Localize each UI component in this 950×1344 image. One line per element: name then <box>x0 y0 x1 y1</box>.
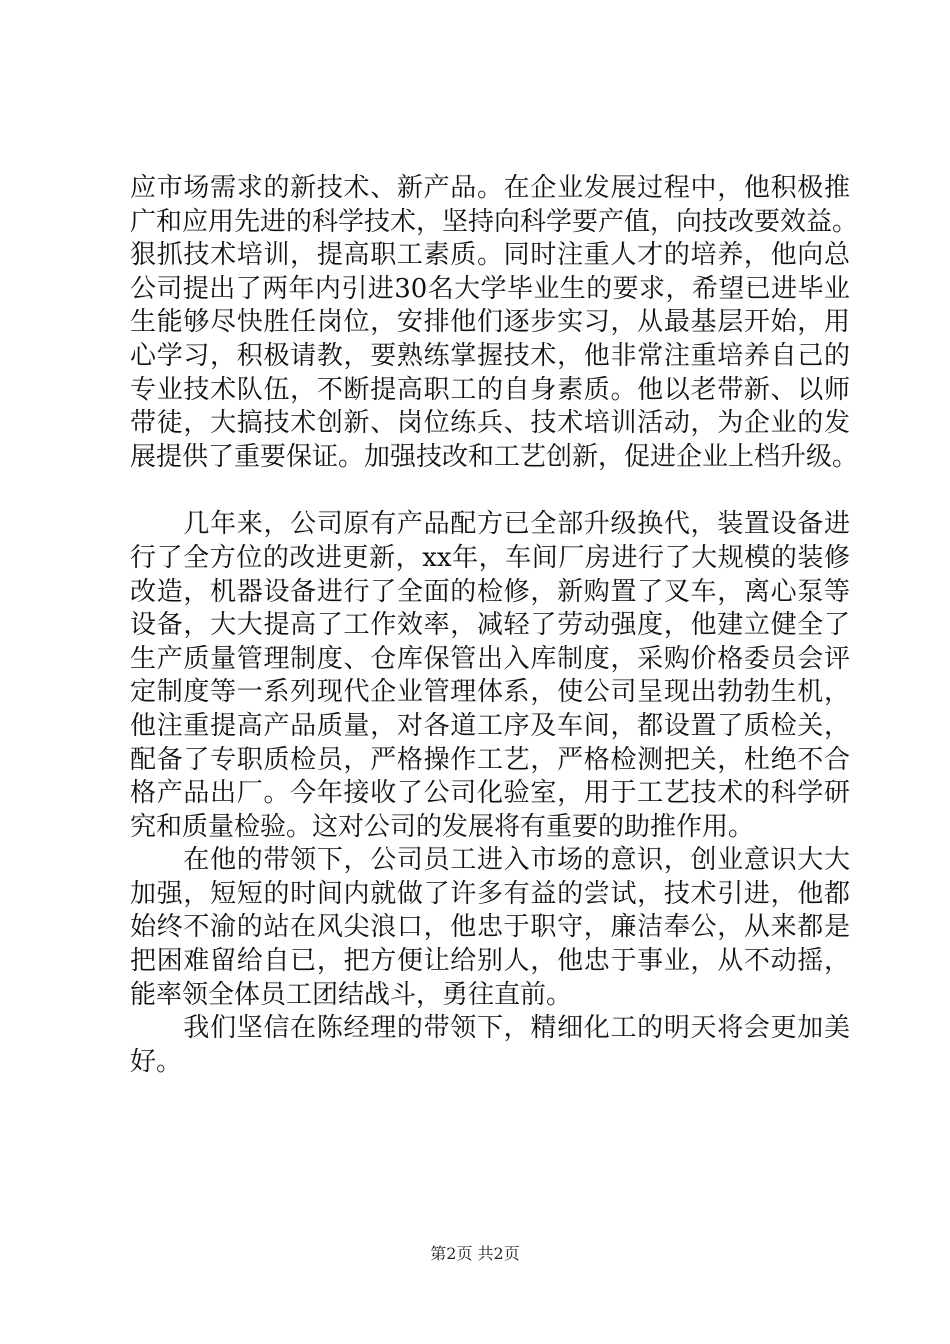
text-line: 究和质量检验。这对公司的发展将有重要的助推作用。 <box>130 811 755 842</box>
text-line: 公司提出了两年内引进30名大学毕业生的要求，希望已进毕业 <box>130 273 850 304</box>
text-line: 他注重提高产品质量，对各道工序及车间，都设置了质检关， <box>130 710 850 741</box>
text-line: 我们坚信在陈经理的带领下，精细化工的明天将会更加美 <box>130 1013 850 1044</box>
text-line: 广和应用先进的科学技术，坚持向科学要产值，向技改要效益。 <box>130 206 859 237</box>
text-line: 心学习，积极请教，要熟练掌握技术，他非常注重培养自己的 <box>130 340 850 371</box>
text-line: 生产质量管理制度、仓库保管出入库制度，采购价格委员会评 <box>130 643 850 674</box>
paragraph-3 <box>130 844 850 1012</box>
paragraph-4 <box>130 1012 850 1079</box>
text-line: 几年来，公司原有产品配方已全部升级换代，装置设备进 <box>130 509 850 540</box>
text-line: 定制度等一系列现代企业管理体系，使公司呈现出勃勃生机， <box>130 677 850 708</box>
document-body <box>130 172 859 1079</box>
text-line: 应市场需求的新技术、新产品。在企业发展过程中，他积极推 <box>130 173 850 203</box>
text-line: 展提供了重要保证。加强技改和工艺创新，促进企业上档升级。 <box>130 441 859 472</box>
text-line: 行了全方位的改进更新，xx年，车间厂房进行了大规模的装修 <box>130 542 850 573</box>
text-line: 生能够尽快胜任岗位，安排他们逐步实习，从最基层开始，用 <box>130 307 850 338</box>
text-line: 配备了专职质检员，严格操作工艺，严格检测把关，杜绝不合 <box>130 744 850 775</box>
text-line: 狠抓技术培训，提高职工素质。同时注重人才的培养，他向总 <box>130 240 850 271</box>
text-line: 专业技术队伍，不断提高职工的自身素质。他以老带新、以师 <box>130 374 850 405</box>
text-line: 始终不渝的站在风尖浪口，他忠于职守，廉洁奉公，从来都是 <box>130 912 850 943</box>
text-line: 好。 <box>130 1046 183 1077</box>
text-line: 设备，大大提高了工作效率，减轻了劳动强度，他建立健全了 <box>130 610 850 641</box>
text-line: 加强，短短的时间内就做了许多有益的尝试，技术引进，他都 <box>130 878 850 909</box>
text-line: 把困难留给自已，把方便让给别人，他忠于事业，从不动摇， <box>130 946 850 977</box>
paragraph-2 <box>130 508 850 844</box>
page-number-footer: 第2页 共2页 <box>430 1244 520 1263</box>
text-line: 带徒，大搞技术创新、岗位练兵、技术培训活动，为企业的发 <box>130 408 850 439</box>
text-line: 改造，机器设备进行了全面的检修，新购置了叉车，离心泵等 <box>130 576 850 607</box>
text-line: 格产品出厂。今年接收了公司化验室，用于工艺技术的科学研 <box>130 778 850 809</box>
paragraph-1 <box>130 172 859 474</box>
paragraph-gap <box>130 474 850 508</box>
text-line: 在他的带领下，公司员工进入市场的意识，创业意识大大 <box>130 845 850 876</box>
text-line: 能率领全体员工团结战斗，勇往直前。 <box>130 979 573 1010</box>
